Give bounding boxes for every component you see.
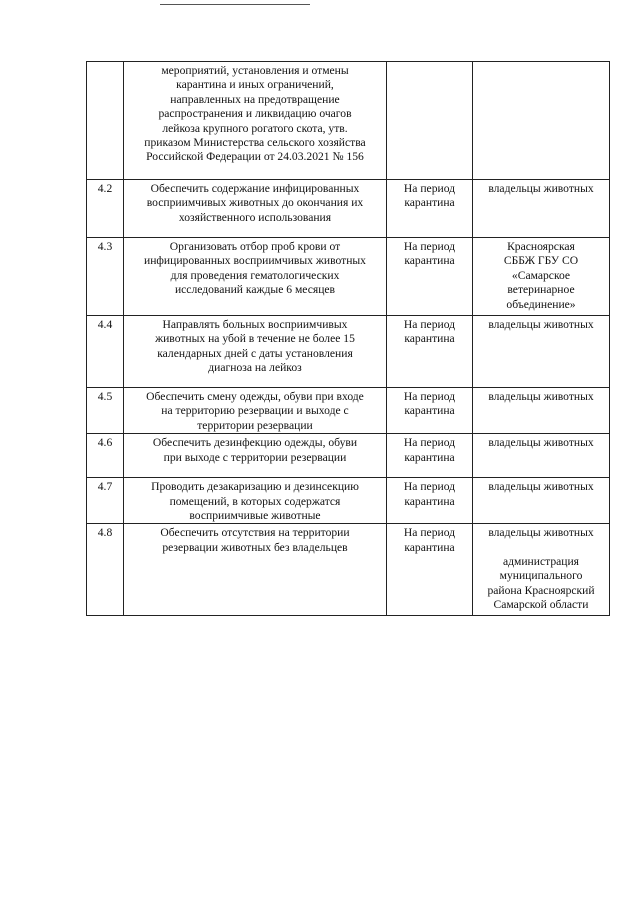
row-responsible: владельцы животных администрация муниципального района Красноярский Самарской области (473, 524, 610, 616)
table-row (87, 62, 610, 180)
row-term: На период карантина (387, 524, 473, 616)
measures-table (86, 61, 610, 616)
row-responsible: владельцы животных (473, 180, 610, 238)
row-responsible: владельцы животных (473, 316, 610, 388)
row-responsible: владельцы животных (473, 478, 610, 524)
row-responsible: владельцы животных (473, 388, 610, 434)
row-responsible: владельцы животных (473, 434, 610, 478)
row-number: 4.5 (87, 388, 124, 434)
table-row (87, 434, 610, 478)
row-term: На период карантина (387, 434, 473, 478)
row-term: На период карантина (387, 478, 473, 524)
row-action: Обеспечить содержание инфицированных восприимчивых животных до окончания их хозяйственного использования (124, 180, 387, 238)
row-responsible (473, 62, 610, 180)
top-rule (160, 4, 310, 5)
row-number: 4.8 (87, 524, 124, 616)
table-row (87, 316, 610, 388)
row-action: Проводить дезакаризацию и дезинсекцию помещений, в которых содержатся восприимчивые животные (124, 478, 387, 524)
table-row (87, 524, 610, 616)
row-action: Организовать отбор проб крови от инфицированных восприимчивых животных для проведения гематологических исследований каждые 6 месяцев (124, 238, 387, 316)
row-number: 4.2 (87, 180, 124, 238)
row-term: На период карантина (387, 238, 473, 316)
table-row (87, 180, 610, 238)
row-number (87, 62, 124, 180)
table-row (87, 238, 610, 316)
row-term (387, 62, 473, 180)
row-term: На период карантина (387, 388, 473, 434)
row-number: 4.4 (87, 316, 124, 388)
row-action: мероприятий, установления и отмены карантина и иных ограничений, направленных на предотвращение распространения и ликвидацию очагов лейкоза крупного рогатого скота, утв. приказом Министерства сельского хозяйства Российской Федерации от 24.03.2021 № 156 (124, 62, 387, 180)
row-responsible-extra: администрация муниципального района Красноярский Самарской области (487, 554, 595, 612)
table-row (87, 478, 610, 524)
row-action: Обеспечить дезинфекцию одежды, обуви при выходе с территории резервации (124, 434, 387, 478)
row-number: 4.3 (87, 238, 124, 316)
row-number: 4.7 (87, 478, 124, 524)
row-term: На период карантина (387, 316, 473, 388)
row-responsible: Красноярская СББЖ ГБУ СО «Самарское ветеринарное объединение» (473, 238, 610, 316)
row-action: Обеспечить отсутствия на территории резервации животных без владельцев (124, 524, 387, 616)
row-action: Направлять больных восприимчивых животных на убой в течение не более 15 календарных дней с даты установления диагноза на лейкоз (124, 316, 387, 388)
row-number: 4.6 (87, 434, 124, 478)
row-action: Обеспечить смену одежды, обуви при входе на территорию резервации и выходе с территории резервации (124, 388, 387, 434)
row-term: На период карантина (387, 180, 473, 238)
table-row (87, 388, 610, 434)
